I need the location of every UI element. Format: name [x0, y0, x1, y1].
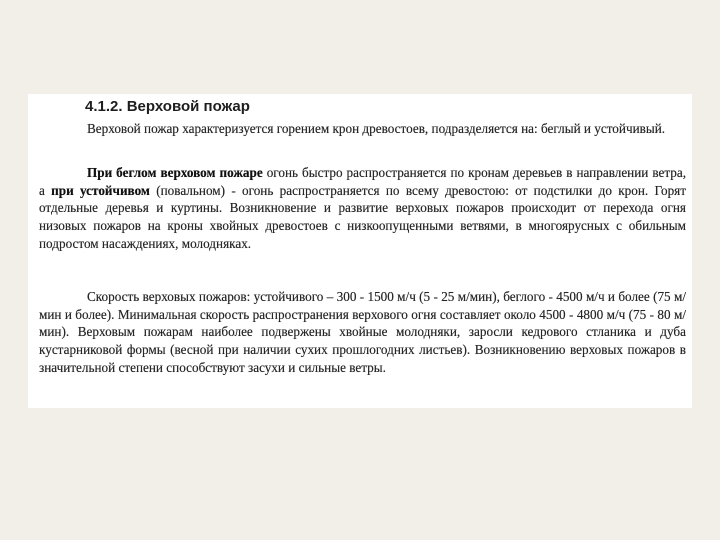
term-stable-crown-fire: при устойчивом [51, 182, 150, 198]
term-running-crown-fire: При беглом верховом пожаре [87, 165, 263, 180]
paragraph-types [39, 164, 686, 253]
section-heading: 4.1.2. Верховой пожар [85, 98, 250, 115]
paragraph-types-text2: (повальном) - огонь распространяется по всему древостою: от подстилки до крон. Горят отдельные деревья и куртины. Возникновение и развитие верховых пожаров происходит от перехода огня низовых пожаров на кроны хвойных древостоев с низкоопущенными ветвями, в многоярусных с обильным подростом насаждениях, молодняках. [39, 182, 686, 251]
paragraph-types-text1: огонь быстро распространяется по кронам деревьев в направлении ветра, а [39, 165, 687, 198]
paragraph-speed: Скорость верховых пожаров: устойчивого – 300 - 1500 м/ч (5 - 25 м/мин), беглого - 4500 м/ч и более (75 м/мин и более). Минимальная скорость распространения верхового огня составляет около 4500 - 4800 м/ч (75 - 80 м/мин). Верховым пожарам наиболее подвержены хвойные молодняки, заросли кедрового стланика и дуба кустарниковой формы (весной при наличии сухих прошлогодних листьев). Возникновению верховых пожаров в значительной степени способствуют засухи и сильные ветры. [39, 289, 686, 375]
paragraph-definition: Верховой пожар характеризуется горением крон древостоев, подразделяется на: беглый и устойчивый. [87, 121, 666, 136]
